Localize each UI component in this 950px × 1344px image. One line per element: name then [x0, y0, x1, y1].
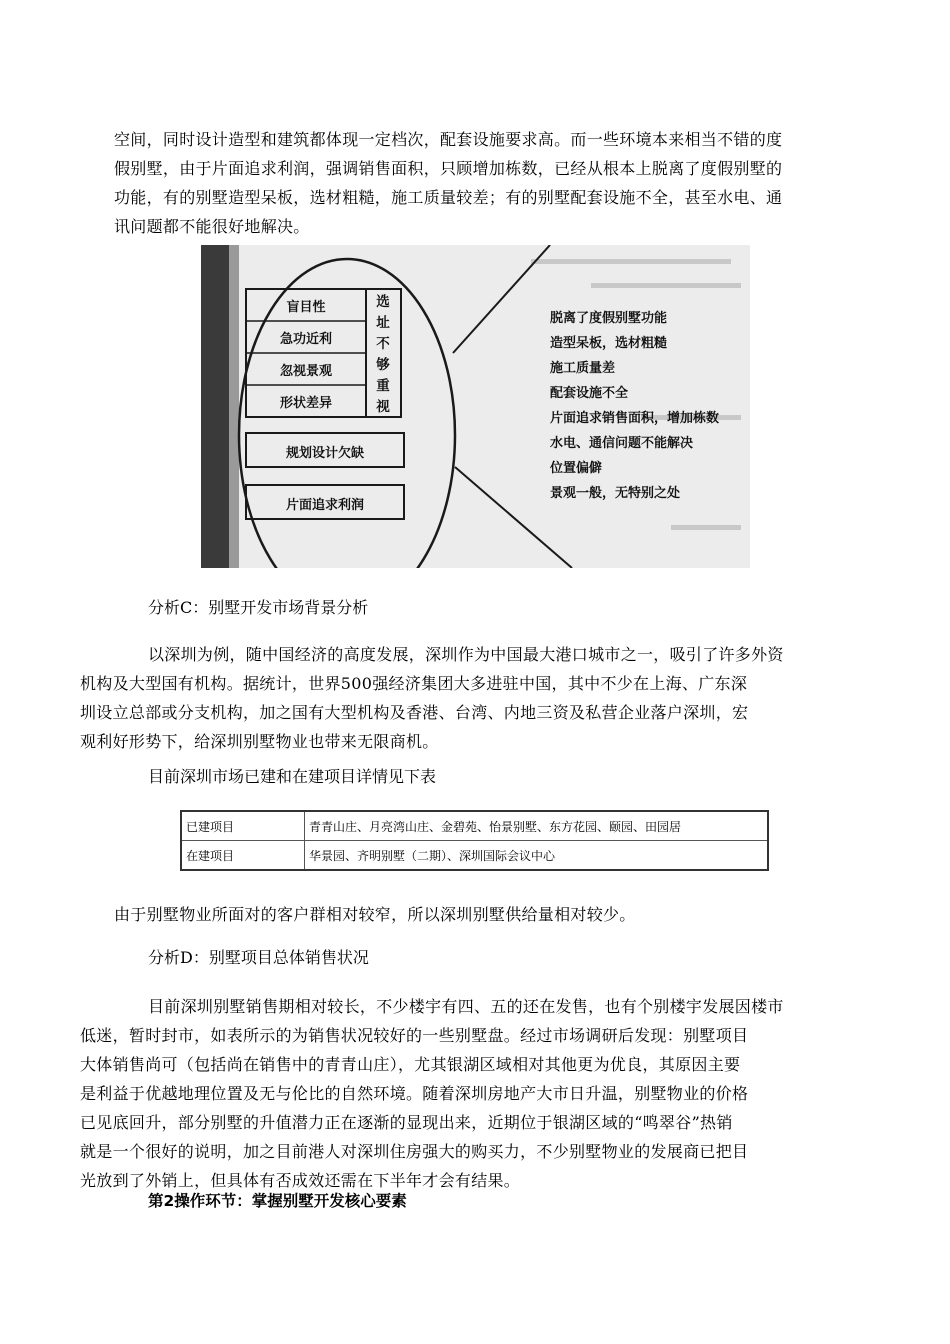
cause-label: 形状差异 [279, 396, 332, 411]
text-line: 圳设立总部或分支机构，加之国有大型机构及香港、台湾、内地三资及私营企业落户深圳，宏 [80, 703, 749, 722]
vertical-char: 够 [376, 357, 390, 373]
text-line: 讯问题都不能很好地解决。 [114, 217, 310, 236]
consequence-item: 施工质量差 [550, 361, 616, 376]
projects-table [180, 810, 769, 871]
text-line: 由于别墅物业所面对的客户群相对较窄，所以深圳别墅供给量相对较少。 [114, 905, 636, 924]
text-line: 低迷，暂时封市，如表所示的为销售状况较好的一些别墅盘。经过市场调研后发现：别墅项目 [80, 1026, 749, 1045]
table-row [181, 841, 768, 871]
table-intro: 目前深圳市场已建和在建项目详情见下表 [148, 767, 437, 786]
vertical-char: 选 [376, 294, 390, 310]
vertical-char: 重 [376, 378, 390, 394]
table-cell-value: 青青山庄、月亮湾山庄、金碧苑、怡景别墅、东方花园、颐园、田园居 [305, 811, 769, 841]
text-line: 已见底回升，部分别墅的升值潜力正在逐渐的显现出来，近期位于银湖区域的“鸣翠谷”热销 [80, 1113, 733, 1132]
section-c-heading: 分析C：别墅开发市场背景分析 [148, 598, 369, 617]
step2-heading: 第2操作环节：掌握别墅开发核心要素 [148, 1192, 407, 1210]
cone-upper-line [453, 245, 550, 353]
consequence-item: 景观一般，无特别之处 [550, 486, 681, 501]
section-d-paragraph [80, 992, 836, 1195]
vertical-char: 址 [376, 315, 390, 331]
cause-label: 盲目性 [286, 300, 326, 315]
text-line: 空间，同时设计造型和建筑都体现一定档次，配套设施要求高。而一些环境本来相当不错的度 [114, 130, 783, 149]
vertical-char: 不 [376, 336, 390, 352]
consequence-item: 造型呆板，选材粗糙 [550, 336, 668, 351]
consequence-item: 配套设施不全 [550, 386, 629, 401]
text-line: 是利益于优越地理位置及无与伦比的自然环境。随着深圳房地产大市日升温，别墅物业的价格 [80, 1084, 749, 1103]
consequence-item: 脱离了度假别墅功能 [550, 311, 668, 326]
section-d-heading: 分析D：别墅项目总体销售状况 [148, 948, 369, 967]
text-line: 功能，有的别墅造型呆板，选材粗糙，施工质量较差；有的别墅配套设施不全，甚至水电、通 [114, 188, 783, 207]
text-line: 目前深圳别墅销售期相对较长，不少楼宇有四、五的还在发售，也有个别楼宇发展因楼市 [148, 997, 784, 1016]
cause-label: 急功近利 [279, 332, 332, 347]
table-row [181, 811, 768, 841]
consequence-item: 位置偏僻 [550, 461, 603, 476]
text-line: 大体销售尚可（包括尚在销售中的青青山庄），尤其银湖区域相对其他更为优良，其原因主要 [80, 1055, 741, 1074]
table-cell-label: 在建项目 [181, 841, 305, 871]
text-line: 机构及大型国有机构。据统计，世界500强经济集团大多进驻中国，其中不少在上海、广东深 [80, 674, 748, 693]
vertical-label [373, 292, 393, 418]
consequence-item: 片面追求销售面积，增加栋数 [550, 411, 720, 426]
profit-label: 片面追求利润 [285, 498, 364, 513]
table-cell-value: 华景园、齐明别墅（二期）、深圳国际会议中心 [305, 841, 769, 871]
text-line: 观利好形势下，给深圳别墅物业也带来无限商机。 [80, 732, 439, 751]
text-line: 光放到了外销上，但具体有否成效还需在下半年才会有结果。 [80, 1171, 521, 1190]
text-line: 假别墅，由于片面追求利润，强调销售面积，只顾增加栋数，已经从根本上脱离了度假别墅的 [114, 159, 783, 178]
villa-problems-diagram [201, 245, 750, 568]
section-c-paragraph [80, 640, 836, 756]
consequence-item: 水电、通信问题不能解决 [550, 436, 694, 451]
vertical-char: 视 [376, 399, 390, 415]
planning-label: 规划设计欠缺 [285, 446, 364, 461]
text-line: 以深圳为例，随中国经济的高度发展，深圳作为中国最大港口城市之一，吸引了许多外资 [148, 645, 784, 664]
text-line: 就是一个很好的说明，加之目前港人对深圳住房强大的购买力，不少别墅物业的发展商已把目 [80, 1142, 749, 1161]
after-table-text [114, 900, 836, 929]
table-cell-label: 已建项目 [181, 811, 305, 841]
intro-paragraph [114, 125, 836, 241]
cause-label: 忽视景观 [279, 364, 332, 379]
